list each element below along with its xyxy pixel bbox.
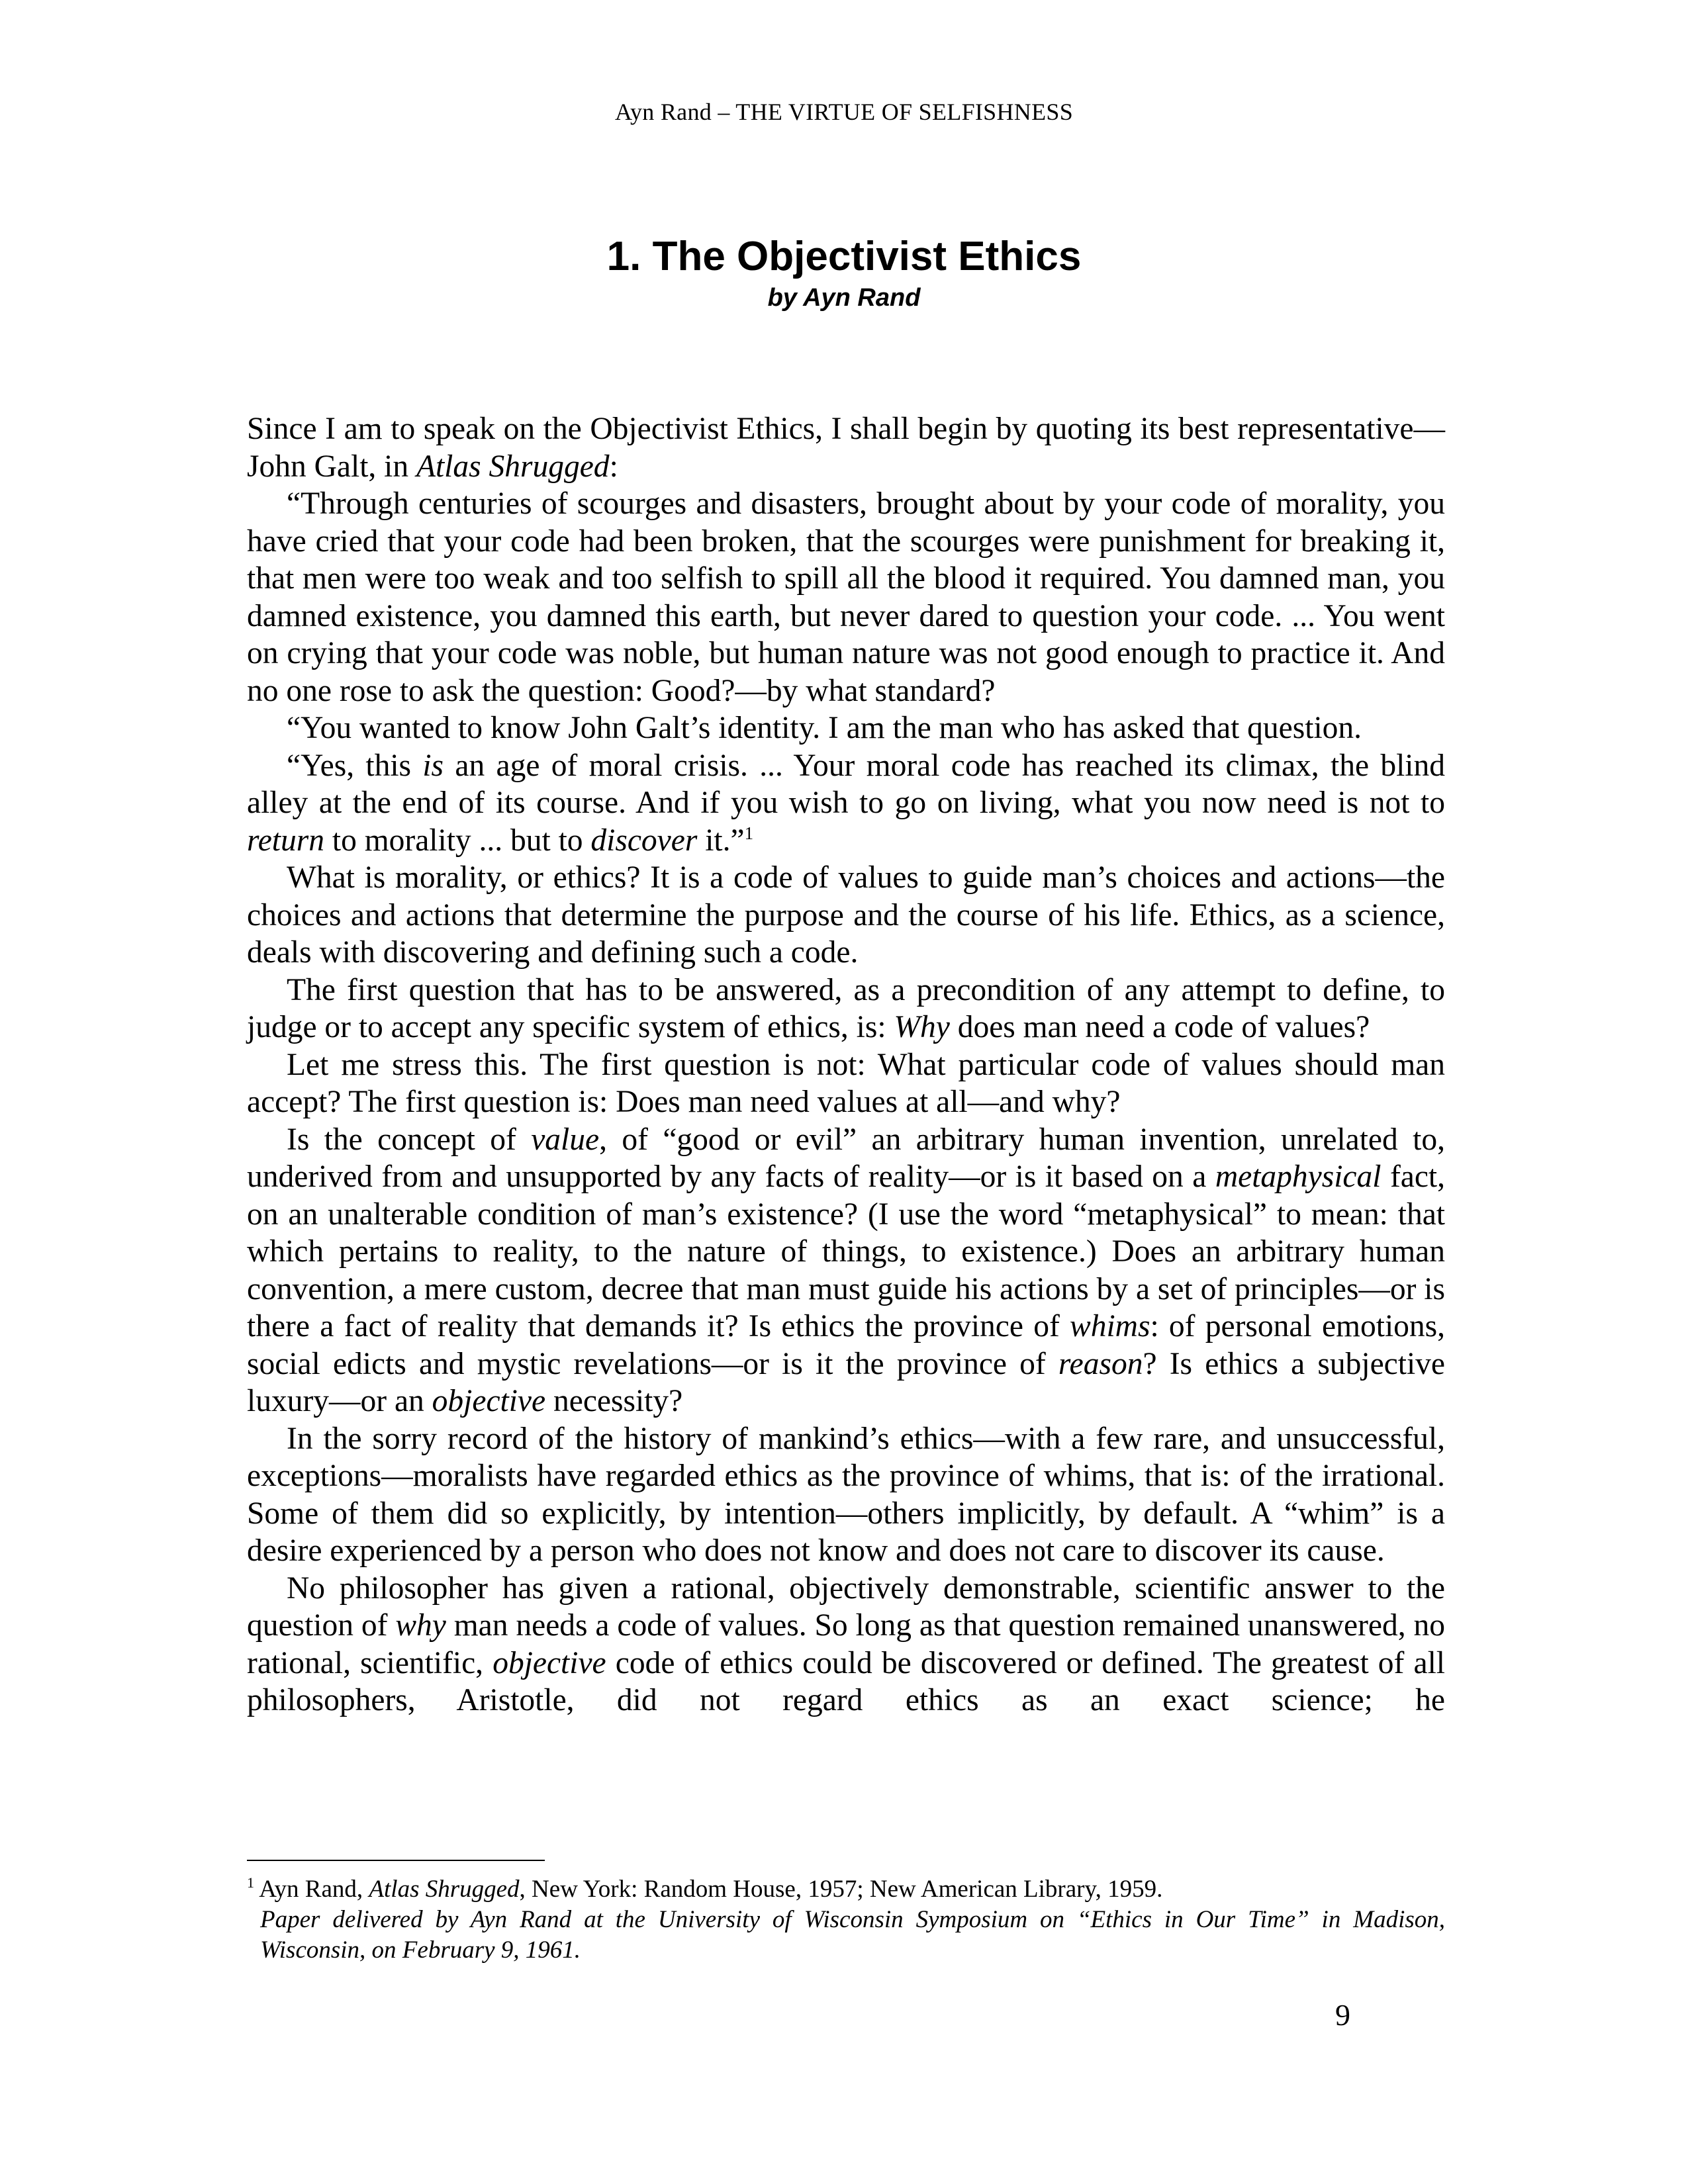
chapter-byline: by Ayn Rand (767, 284, 921, 312)
chapter-title: 1. The Objectivist Ethics (606, 234, 1082, 279)
paragraph: “You wanted to know John Galt’s identity. I am the man who has asked that question. (287, 711, 1362, 745)
paragraph: Let me stress this. The first question is not: What particular code of values should man accept? The first question is: Does man need values at all—and why? (247, 1047, 1445, 1119)
paragraph: “Yes, this is an age of moral crisis. ... Your moral code has reached its climax, the blind alley at the end of its course. And if you wish to go on living, what you now need is not to return to morality ... but to discover it.”$^1$ (247, 748, 1446, 858)
footnote-1: $^1$ Ayn Rand, Atlas Shrugged, New York: Random House, 1957; New American Library, 1959. (247, 1874, 1163, 1903)
paragraph: In the sorry record of the history of mankind’s ethics—with a few rare, and unsuccessful, exceptions—moralists have regarded ethics as the province of whims, that is: of the irrational. Some of them did so explicitly, by intention—others implicitly, by default. A “whim” is a desire experienced by a person who does not know and does not care to discover its cause. (247, 1421, 1445, 1568)
footnote-ref[interactable]: 1 (744, 823, 754, 843)
paragraph: Since I am to speak on the Objectivist Ethics, I shall begin by quoting its best representative—John Galt, in Atlas Shrugged: (247, 412, 1445, 484)
paragraph: What is morality, or ethics? It is a code of values to guide man’s choices and actions—the choices and actions that determine the purpose and the course of his life. Ethics, as a science, deals with discovering and defining such a code. (247, 860, 1445, 970)
paragraph: No philosopher has given a rational, objectively demonstrable, scientific answer to the question of why man needs a code of values. So long as that question remained unanswered, no rational, scientific, objective code of ethics could be discovered or defined. The greatest of all philosophers, Aristotle, did not regard ethics as an exact science; he (247, 1570, 1446, 1717)
footnote-source: Paper delivered by Ayn Rand at the University of Wisconsin Symposium on “Ethics in Our Time” in Madison, Wisconsin, on February 9, 1961. (260, 1906, 1445, 1964)
paragraph: The first question that has to be answered, as a precondition of any attempt to define, to judge or to accept any specific system of ethics, is: Why does man need a code of values? (247, 972, 1445, 1044)
page-number: 9 (1335, 1998, 1350, 2032)
footnote-separator (247, 1860, 545, 1861)
paragraph: Is the concept of value, of “good or evil” an arbitrary human invention, unrelated to, underived from and unsupported by any facts of reality—or is it based on a metaphysical fact, on an unalterable condition of man’s existence? (I use the word “metaphysical” to mean: that which pertains to reality, to the nature of things, to existence.) Does an arbitrary human convention, a mere custom, decree that man must guide his actions by a set of principles—or is there a fact of reality that demands it? Is ethics the province of whims: of personal emotions, social edicts and mystic revelations—or is it the province of reason? Is ethics a subjective luxury—or an objective necessity? (247, 1122, 1445, 1418)
footnotes (247, 1874, 1445, 1966)
running-header: Ayn Rand – THE VIRTUE OF SELFISHNESS (614, 99, 1074, 125)
body-text (247, 410, 1445, 1719)
paragraph: “Through centuries of scourges and disasters, brought about by your code of morality, you have cried that your code had been broken, that the scourges were punishment for breaking it, that men were too weak and too selfish to spill all the blood it required. You damned man, you damned existence, you damned this earth, but never dared to question your code. ... You went on crying that your code was noble, but human nature was not good enough to practice it. And no one rose to ask the question: Good?—by what standard? (247, 486, 1445, 708)
